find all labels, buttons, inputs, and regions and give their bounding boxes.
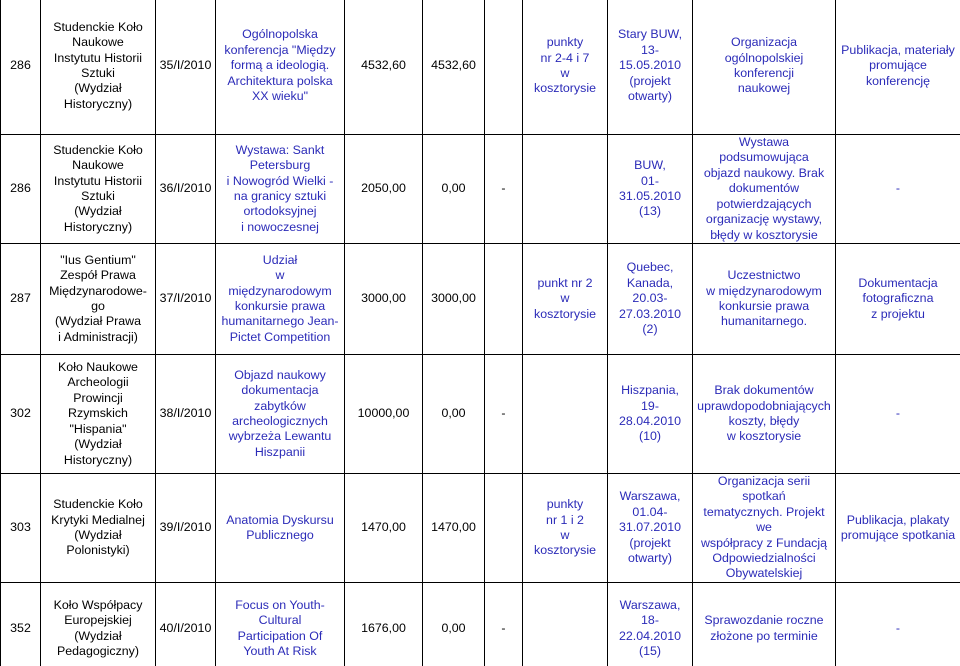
amount-granted: 0,00 [423, 582, 485, 666]
application-signature: 38/I/2010 [156, 355, 216, 474]
row-number: 302 [1, 355, 41, 474]
funded-points [523, 135, 608, 244]
organization: Koło Współpacy Europejskiej (Wydział Pedagogiczny) [41, 582, 156, 666]
table-row [1, 355, 960, 474]
organization: Studenckie Koło Naukowe Instytutu Historii Sztuki (Wydział Historyczny) [41, 0, 156, 135]
place-and-date: BUW, 01-31.05.2010 (13) [608, 135, 693, 244]
project-outcome: Dokumentacja fotograficzna z projektu [836, 244, 960, 355]
amount-granted: 1470,00 [423, 474, 485, 583]
row-number: 286 [1, 0, 41, 135]
application-signature: 40/I/2010 [156, 582, 216, 666]
refusal-mark: - [485, 582, 523, 666]
project-outcome: - [836, 135, 960, 244]
funded-points [523, 582, 608, 666]
amount-requested: 3000,00 [345, 244, 423, 355]
table-row [1, 244, 960, 355]
amount-requested: 1676,00 [345, 582, 423, 666]
project-outcome: Publikacja, plakaty promujące spotkania [836, 474, 960, 583]
refusal-mark: - [485, 355, 523, 474]
table-row [1, 135, 960, 244]
project-title: Focus on Youth- Cultural Participation Of Youth At Risk [216, 582, 345, 666]
application-signature: 37/I/2010 [156, 244, 216, 355]
refusal-mark [485, 244, 523, 355]
refusal-mark [485, 474, 523, 583]
project-title: Wystawa: Sankt Petersburg i Nowogród Wielki - na granicy sztuki ortodoksyjnej i nowoczesnej [216, 135, 345, 244]
amount-requested: 1470,00 [345, 474, 423, 583]
refusal-mark: - [485, 135, 523, 244]
application-signature: 36/I/2010 [156, 135, 216, 244]
funded-points: punkty nr 1 i 2 w kosztorysie [523, 474, 608, 583]
funded-points: punkty nr 2-4 i 7 w kosztorysie [523, 0, 608, 135]
project-title: Objazd naukowy dokumentacja zabytków archeologicznych wybrzeża Lewantu Hiszpanii [216, 355, 345, 474]
row-number: 303 [1, 474, 41, 583]
place-and-date: Stary BUW, 13-15.05.2010 (projekt otwarty) [608, 0, 693, 135]
refusal-mark [485, 0, 523, 135]
project-title: Udział w międzynarodowym konkursie prawa humanitarnego Jean- Pictet Competition [216, 244, 345, 355]
organization: Studenckie Koło Krytyki Medialnej (Wydział Polonistyki) [41, 474, 156, 583]
project-title: Ogólnopolska konferencja "Między formą a ideologią. Architektura polska XX wieku" [216, 0, 345, 135]
funded-points [523, 355, 608, 474]
amount-requested: 10000,00 [345, 355, 423, 474]
row-number: 287 [1, 244, 41, 355]
commission-opinion: Organizacja ogólnopolskiej konferencji naukowej [693, 0, 836, 135]
organization: Studenckie Koło Naukowe Instytutu Historii Sztuki (Wydział Historyczny) [41, 135, 156, 244]
table-row [1, 0, 960, 135]
project-outcome: - [836, 582, 960, 666]
commission-opinion: Sprawozdanie roczne złożone po terminie [693, 582, 836, 666]
place-and-date: Quebec, Kanada, 20.03- 27.03.2010 (2) [608, 244, 693, 355]
organization: Koło Naukowe Archeologii Prowincji Rzymskich "Hispania" (Wydział Historyczny) [41, 355, 156, 474]
project-outcome: - [836, 355, 960, 474]
project-title: Anatomia Dyskursu Publicznego [216, 474, 345, 583]
application-signature: 35/I/2010 [156, 0, 216, 135]
commission-opinion: Wystawa podsumowująca objazd naukowy. Brak dokumentów potwierdzających organizację wystawy, błędy w kosztorysie [693, 135, 836, 244]
funded-points: punkt nr 2 w kosztorysie [523, 244, 608, 355]
amount-granted: 3000,00 [423, 244, 485, 355]
project-outcome: Publikacja, materiały promujące konferencję [836, 0, 960, 135]
application-signature: 39/I/2010 [156, 474, 216, 583]
place-and-date: Warszawa, 01.04- 31.07.2010 (projekt otwarty) [608, 474, 693, 583]
amount-granted: 0,00 [423, 135, 485, 244]
row-number: 352 [1, 582, 41, 666]
amount-granted: 0,00 [423, 355, 485, 474]
table-row [1, 582, 960, 666]
commission-opinion: Brak dokumentów uprawdopodobniających koszty, błędy w kosztorysie [693, 355, 836, 474]
row-number: 286 [1, 135, 41, 244]
place-and-date: Hiszpania, 19-28.04.2010 (10) [608, 355, 693, 474]
amount-requested: 2050,00 [345, 135, 423, 244]
commission-opinion: Organizacja serii spotkań tematycznych. Projekt we współpracy z Fundacją Odpowiedzialności Obywatelskiej [693, 474, 836, 583]
amount-requested: 4532,60 [345, 0, 423, 135]
organization: "Ius Gentium" Zespół Prawa Międzynarodowe- go (Wydział Prawa i Administracji) [41, 244, 156, 355]
place-and-date: Warszawa, 18-22.04.2010 (15) [608, 582, 693, 666]
commission-opinion: Uczestnictwo w międzynarodowym konkursie prawa humanitarnego. [693, 244, 836, 355]
amount-granted: 4532,60 [423, 0, 485, 135]
table-row [1, 474, 960, 583]
